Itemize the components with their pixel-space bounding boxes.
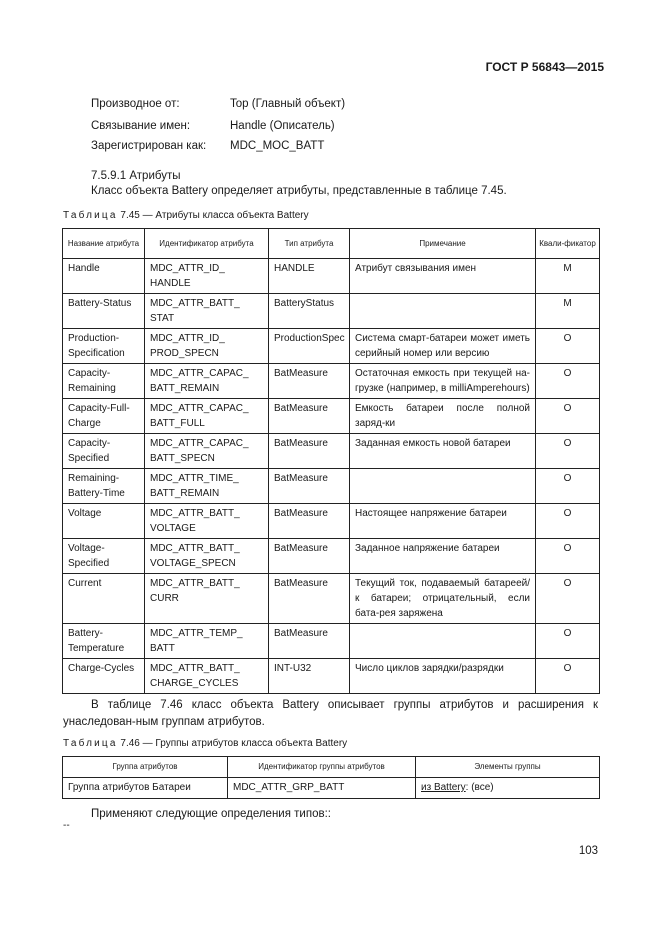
attr-name: Capacity-Specified <box>63 434 145 469</box>
attr-name: Battery-Status <box>63 294 145 329</box>
attr-note: Емкость батареи после полной заряд-ки <box>350 399 536 434</box>
header-note: Примечание <box>350 229 536 259</box>
attr-qualifier: O <box>536 399 600 434</box>
attr-type: ProductionSpec <box>269 329 350 364</box>
attr-note <box>350 294 536 329</box>
meta-label: Зарегистрирован как: <box>91 140 207 152</box>
caption-text: 7.46 — Группы атрибутов класса объекта Battery <box>120 738 348 749</box>
header-group-elements: Элементы группы <box>416 757 600 778</box>
attr-qualifier: O <box>536 504 600 539</box>
table-row <box>63 469 600 504</box>
attr-type: BatMeasure <box>269 624 350 659</box>
attr-note: Настоящее напряжение батареи <box>350 504 536 539</box>
attributes-table <box>62 228 600 694</box>
attributes-table-body <box>63 259 600 694</box>
table46-caption <box>63 738 347 749</box>
meta-label: Связывание имен: <box>91 120 191 132</box>
table45-caption <box>63 210 309 221</box>
attr-qualifier: O <box>536 329 600 364</box>
attr-id: MDC_ATTR_BATT_ VOLTAGE_SPECN <box>145 539 269 574</box>
table-row <box>63 504 600 539</box>
attr-qualifier: O <box>536 469 600 504</box>
attr-name: Remaining-Battery-Time <box>63 469 145 504</box>
attr-note <box>350 624 536 659</box>
attr-type: BatMeasure <box>269 434 350 469</box>
meta-registered <box>91 140 325 152</box>
attr-qualifier: M <box>536 294 600 329</box>
attr-id: MDC_ATTR_TIME_ BATT_REMAIN <box>145 469 269 504</box>
attr-id: MDC_ATTR_CAPAC_ BATT_SPECN <box>145 434 269 469</box>
groups-table <box>62 756 600 799</box>
caption-prefix: Таблица <box>63 210 118 221</box>
attr-type: BatMeasure <box>269 539 350 574</box>
meta-value: MDC_MOC_BATT <box>230 140 325 152</box>
header-attr-name: Название атрибута <box>63 229 145 259</box>
attr-id: MDC_ATTR_TEMP_ BATT <box>145 624 269 659</box>
attr-type: INT-U32 <box>269 659 350 694</box>
attr-type: BatMeasure <box>269 399 350 434</box>
attr-name: Current <box>63 574 145 624</box>
page-number: 103 <box>578 845 598 857</box>
attr-name: Handle <box>63 259 145 294</box>
attr-id: MDC_ATTR_BATT_ CHARGE_CYCLES <box>145 659 269 694</box>
attr-name: Production-Specification <box>63 329 145 364</box>
battery-link[interactable]: из Battery <box>421 782 466 793</box>
attr-qualifier: O <box>536 434 600 469</box>
header-attr-type: Тип атрибута <box>269 229 350 259</box>
meta-value: Handle (Описатель) <box>230 120 335 132</box>
attr-name: Battery-Temperature <box>63 624 145 659</box>
header-qualifier: Квали-фикатор <box>536 229 600 259</box>
group-id: MDC_ATTR_GRP_BATT <box>228 778 416 799</box>
table-row <box>63 659 600 694</box>
group-elements-rest: : (все) <box>465 782 494 793</box>
table-row <box>63 539 600 574</box>
attr-id: MDC_ATTR_BATT_ CURR <box>145 574 269 624</box>
header-group: Группа атрибутов <box>63 757 228 778</box>
attr-id: MDC_ATTR_ID_ HANDLE <box>145 259 269 294</box>
attr-name: Voltage <box>63 504 145 539</box>
table-row <box>63 259 600 294</box>
section-heading: 7.5.9.1 Атрибуты <box>91 170 181 182</box>
table-row <box>63 778 600 799</box>
attr-name: Capacity-Remaining <box>63 364 145 399</box>
meta-value: Top (Главный объект) <box>230 98 346 110</box>
attr-note: Остаточная емкость при текущей на-грузке (например, в milliAmperehours) <box>350 364 536 399</box>
caption-prefix: Таблица <box>63 738 118 749</box>
header-group-id: Идентификатор группы атрибутов <box>228 757 416 778</box>
attr-type: BatMeasure <box>269 469 350 504</box>
attr-name: Charge-Cycles <box>63 659 145 694</box>
attr-qualifier: O <box>536 364 600 399</box>
dash-text: -- <box>63 820 70 831</box>
attr-type: BatMeasure <box>269 364 350 399</box>
meta-label: Производное от: <box>91 98 180 110</box>
group-name: Группа атрибутов Батареи <box>63 778 228 799</box>
attr-id: MDC_ATTR_CAPAC_ BATT_REMAIN <box>145 364 269 399</box>
attr-note: Текущий ток, подаваемый батареей/ к батареи; отрицательный, если бата-рея заряжена <box>350 574 536 624</box>
attr-qualifier: O <box>536 574 600 624</box>
table-row <box>63 329 600 364</box>
attr-id: MDC_ATTR_BATT_ STAT <box>145 294 269 329</box>
attr-name: Voltage-Specified <box>63 539 145 574</box>
paragraph-groups: В таблице 7.46 класс объекта Battery описывает группы атрибутов и расширения к унаследован-ным группам атрибутов. <box>63 699 598 728</box>
attr-type: BatteryStatus <box>269 294 350 329</box>
attr-qualifier: M <box>536 259 600 294</box>
section-intro: Класс объекта Battery определяет атрибуты, представленные в таблице 7.45. <box>91 185 507 197</box>
table-row <box>63 294 600 329</box>
attr-id: MDC_ATTR_ID_ PROD_SPECN <box>145 329 269 364</box>
table-row <box>63 574 600 624</box>
meta-name-binding <box>91 120 335 132</box>
attr-type: HANDLE <box>269 259 350 294</box>
attr-id: MDC_ATTR_CAPAC_ BATT_FULL <box>145 399 269 434</box>
attr-qualifier: O <box>536 539 600 574</box>
standard-header: ГОСТ Р 56843—2015 <box>485 60 604 74</box>
paragraph-typedefs: Применяют следующие определения типов:: <box>91 808 331 820</box>
attr-note: Заданная емкость новой батареи <box>350 434 536 469</box>
attr-id: MDC_ATTR_BATT_ VOLTAGE <box>145 504 269 539</box>
attr-type: BatMeasure <box>269 504 350 539</box>
table-row <box>63 364 600 399</box>
attr-name: Capacity-Full-Charge <box>63 399 145 434</box>
attr-note: Атрибут связывания имен <box>350 259 536 294</box>
group-elements <box>416 778 600 799</box>
caption-text: 7.45 — Атрибуты класса объекта Battery <box>120 210 309 221</box>
attr-note: Число циклов зарядки/разрядки <box>350 659 536 694</box>
attr-note <box>350 469 536 504</box>
attr-qualifier: O <box>536 624 600 659</box>
meta-derived <box>91 98 346 110</box>
attr-type: BatMeasure <box>269 574 350 624</box>
attr-note: Система смарт-батареи может иметь серийный номер или версию <box>350 329 536 364</box>
table-row <box>63 399 600 434</box>
header-attr-id: Идентификатор атрибута <box>145 229 269 259</box>
attr-note: Заданное напряжение батареи <box>350 539 536 574</box>
table-row <box>63 434 600 469</box>
attr-qualifier: O <box>536 659 600 694</box>
table-row <box>63 624 600 659</box>
